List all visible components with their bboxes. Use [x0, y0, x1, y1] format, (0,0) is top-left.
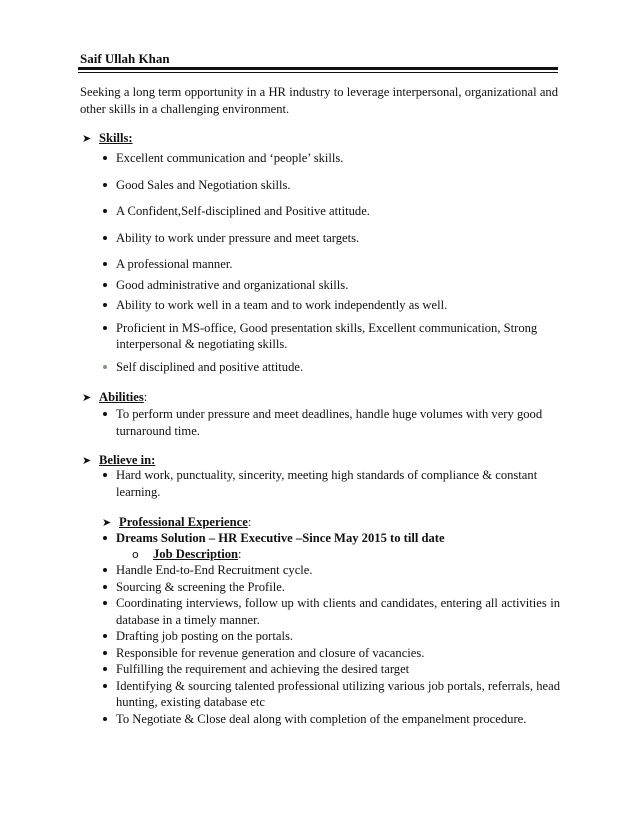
job-description-heading: o Job Description: [132, 546, 242, 564]
list-item: Sourcing & screening the Profile. [80, 579, 560, 596]
job-title-list [80, 530, 560, 547]
list-item [80, 530, 560, 547]
arrow-bullet-icon: ➤ [82, 454, 92, 467]
bullet-icon [103, 667, 107, 671]
list-item: Drafting job posting on the portals. [80, 628, 560, 645]
bullet-icon [103, 651, 107, 655]
job-description-label: Job Description [153, 547, 239, 561]
list-item: Ability to work well in a team and to work independently as well. [80, 297, 560, 314]
list-item: Responsible for revenue generation and closure of vacancies. [80, 645, 560, 662]
list-item: Ability to work under pressure and meet targets. [80, 230, 560, 247]
skills-list [80, 150, 560, 375]
bullet-icon [103, 236, 107, 240]
bullet-icon [103, 283, 107, 287]
believe-list [80, 467, 560, 500]
list-item: Fulfilling the requirement and achieving the desired target [80, 661, 560, 678]
bullet-icon [103, 684, 107, 688]
bullet-icon [103, 262, 107, 266]
list-item: Good administrative and organizational skills. [80, 277, 560, 294]
header-rule-thin [78, 72, 558, 73]
abilities-heading: ➤ Abilities: [82, 389, 147, 407]
candidate-name: Saif Ullah Khan [80, 51, 170, 66]
arrow-bullet-icon: ➤ [82, 132, 92, 145]
header-rule-thick [78, 67, 558, 70]
list-item: Excellent communication and ‘people’ skills. [80, 150, 560, 167]
skills-heading [82, 130, 133, 148]
bullet-icon [103, 634, 107, 638]
bullet-icon [103, 365, 107, 369]
list-item: A Confident,Self-disciplined and Positive attitude. [80, 203, 560, 220]
bullet-icon [103, 326, 107, 330]
list-item: Hard work, punctuality, sincerity, meeting high standards of compliance & constant learning. [80, 467, 560, 500]
experience-heading-label: Professional Experience [119, 515, 248, 529]
arrow-bullet-icon: ➤ [102, 516, 112, 529]
skills-heading-label: Skills: [99, 131, 133, 145]
bullet-icon [103, 156, 107, 160]
abilities-heading-label: Abilities [99, 390, 144, 404]
list-item: Self disciplined and positive attitude. [80, 359, 560, 376]
list-item: Handle End-to-End Recruitment cycle. [80, 562, 560, 579]
arrow-bullet-icon: ➤ [82, 391, 92, 404]
experience-heading: ➤ Professional Experience: [102, 514, 251, 532]
list-item: Proficient in MS-office, Good presentation skills, Excellent communication, Strong interpersonal & negotiating skills. [80, 320, 560, 353]
list-item: Good Sales and Negotiation skills. [80, 177, 560, 194]
list-item: To perform under pressure and meet deadlines, handle huge volumes with very good turnaround time. [80, 406, 560, 439]
circle-bullet-icon: o [132, 548, 139, 561]
abilities-list [80, 406, 560, 439]
job-title: Dreams Solution – HR Executive –Since May 2015 to till date [116, 531, 445, 545]
bullet-icon [103, 183, 107, 187]
bullet-icon [103, 536, 107, 540]
objective-statement: Seeking a long term opportunity in a HR industry to leverage interpersonal, organizational and other skills in a challenging environment. [80, 85, 558, 116]
list-item: A professional manner. [80, 256, 560, 273]
bullet-icon [103, 568, 107, 572]
job-duties-list [80, 562, 560, 727]
list-item: To Negotiate & Close deal along with completion of the empanelment procedure. [80, 711, 560, 728]
list-item: Identifying & sourcing talented professional utilizing various job portals, referrals, head hunting, existing database etc [80, 678, 560, 711]
bullet-icon [103, 412, 107, 416]
bullet-icon [103, 717, 107, 721]
bullet-icon [103, 473, 107, 477]
believe-heading-label: Believe in: [99, 453, 156, 467]
bullet-icon [103, 209, 107, 213]
bullet-icon [103, 303, 107, 307]
list-item: Coordinating interviews, follow up with clients and candidates, entering all activities in database in a timely manner. [80, 595, 560, 628]
bullet-icon [103, 585, 107, 589]
bullet-icon [103, 601, 107, 605]
